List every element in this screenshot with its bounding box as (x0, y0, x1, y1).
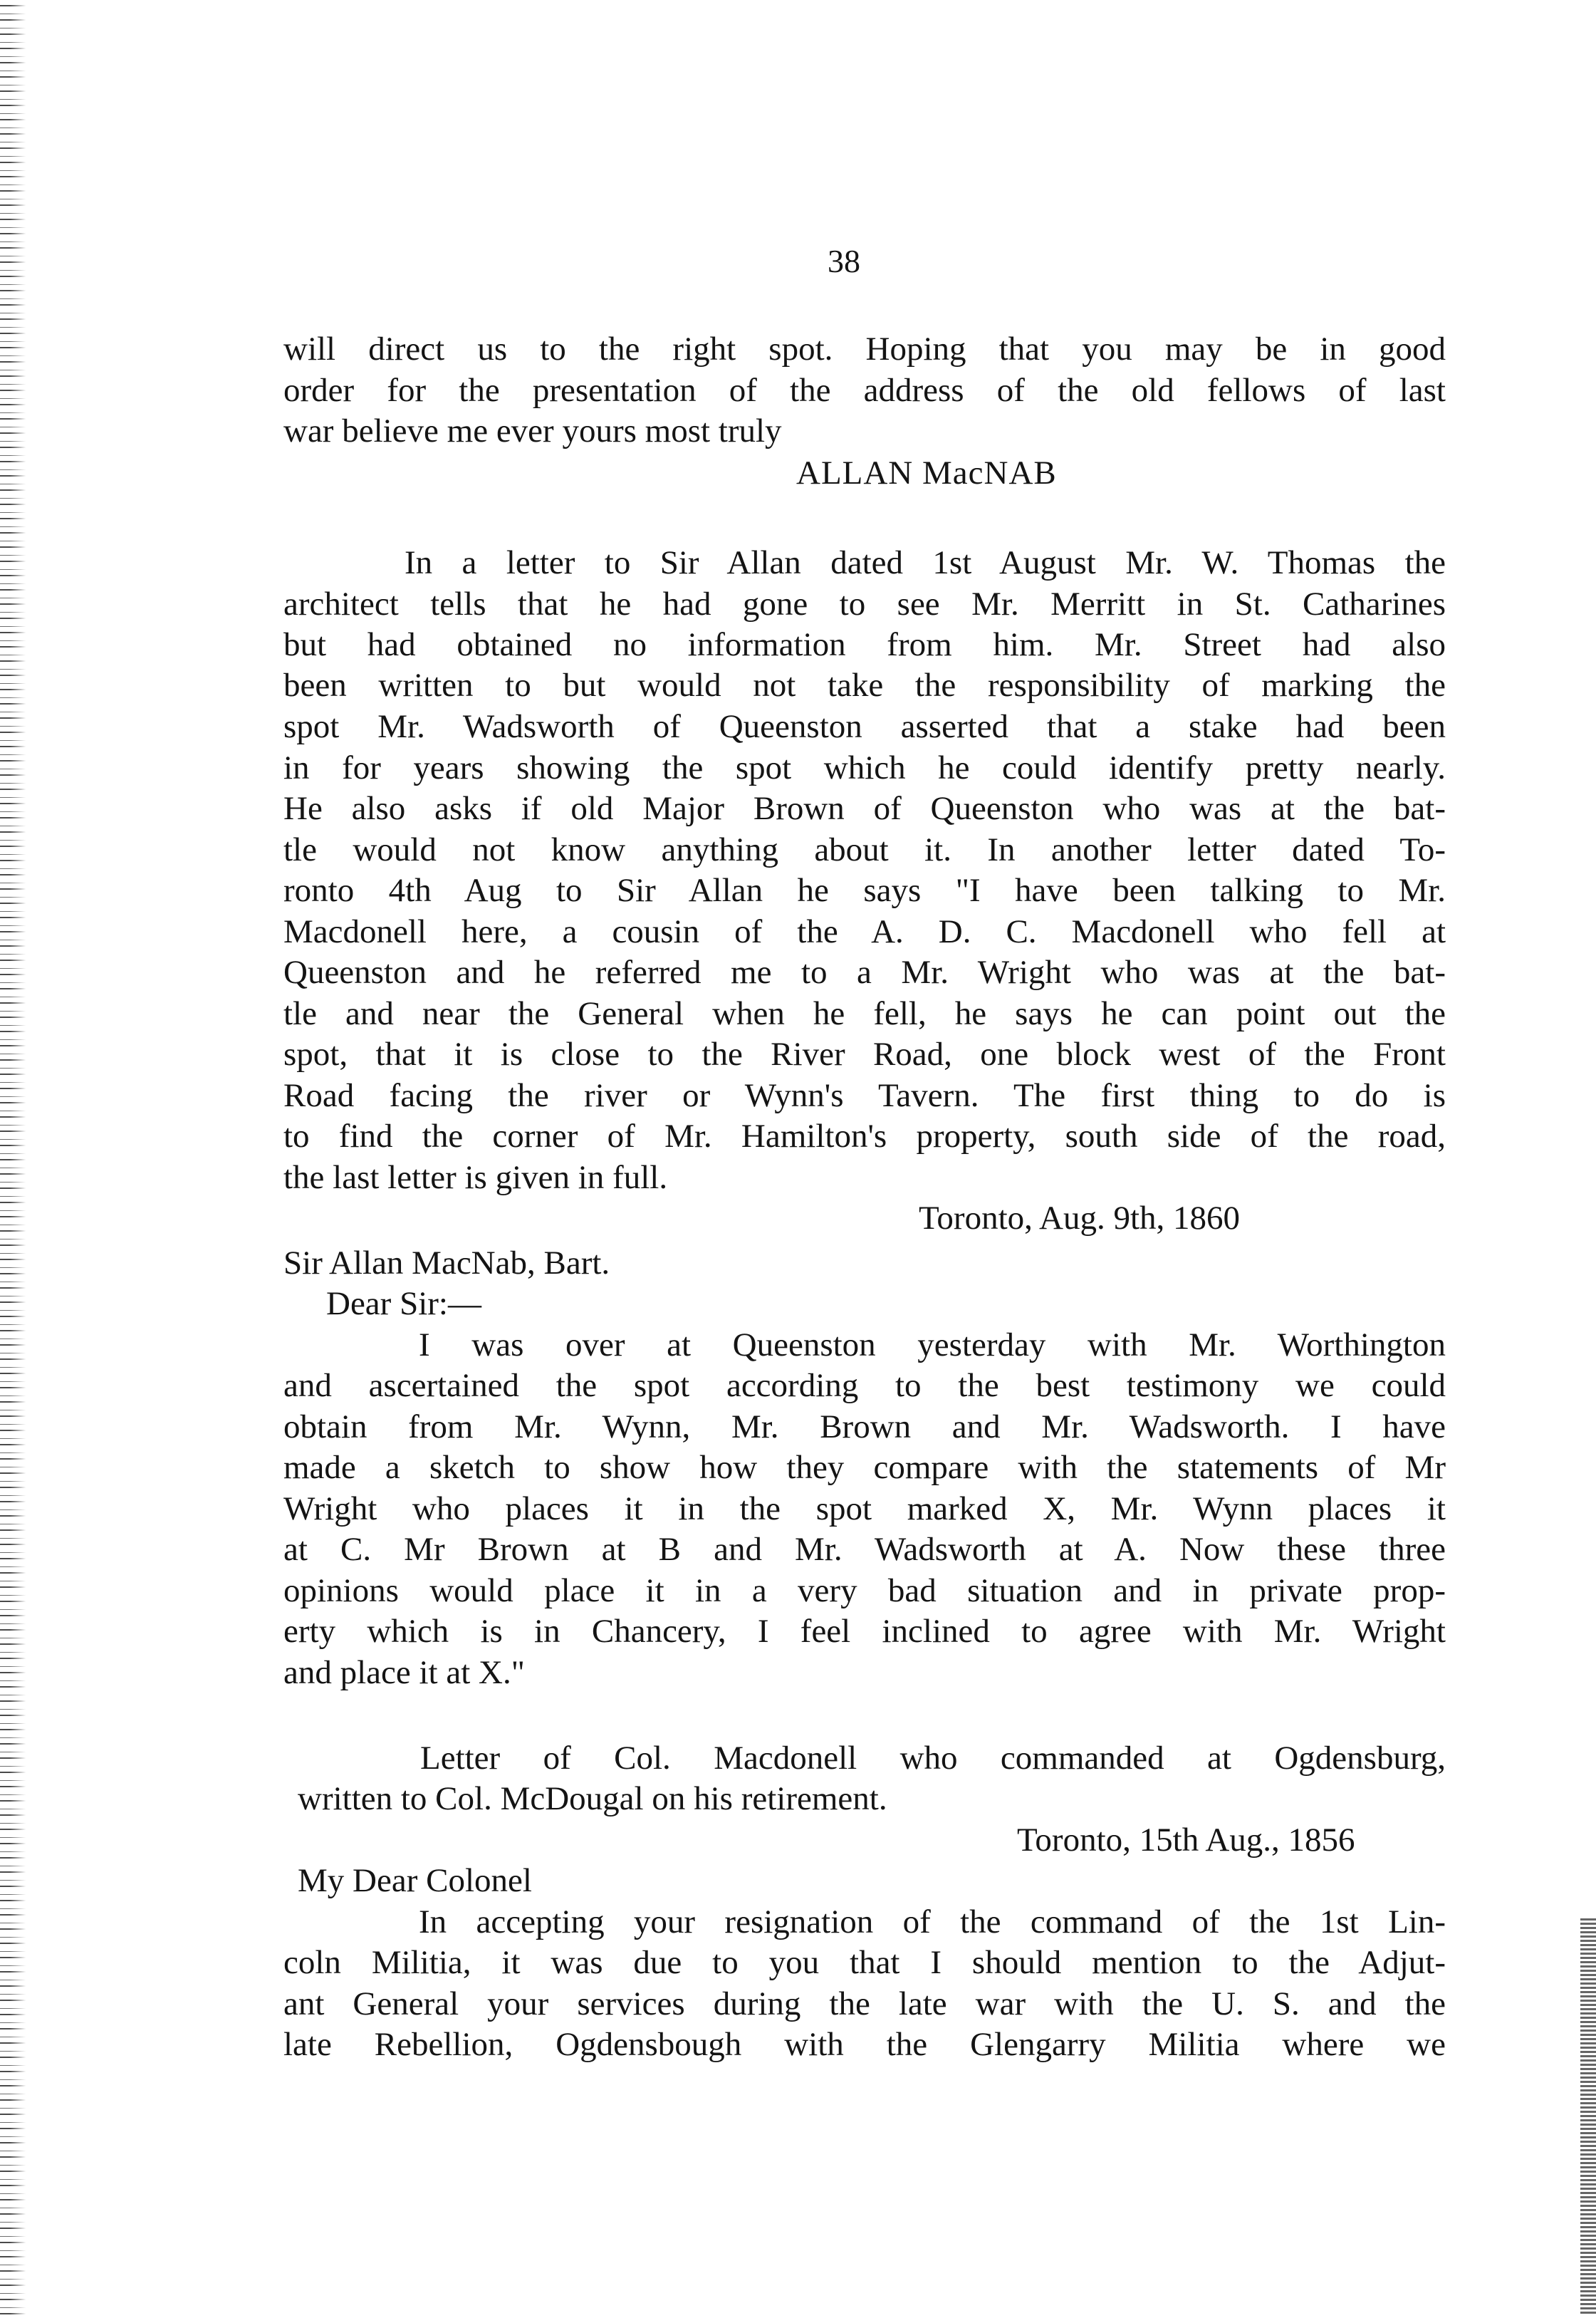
letter-salutation: My Dear Colonel (298, 1862, 532, 1899)
body-line: He also asks if old Major Brown of Queenston who was at the bat- (283, 790, 1446, 827)
body-line: been written to but would not take the responsibility of marking the (283, 667, 1446, 704)
body-line: tle would not know anything about it. In another letter dated To- (283, 831, 1446, 868)
scan-edge-left-fade (10, 0, 50, 2318)
letter-dateline: Toronto, Aug. 9th, 1860 (919, 1200, 1241, 1237)
body-line: will direct us to the right spot. Hoping that you may be in good (283, 331, 1446, 368)
body-line: order for the presentation of the address of the old fellows of last (283, 372, 1446, 409)
body-line: tle and near the General when he fell, he says he can point out the (283, 995, 1446, 1032)
body-line: made a sketch to show how they compare with the statements of Mr (283, 1449, 1446, 1486)
body-line: late Rebellion, Ogdensbough with the Glengarry Militia where we (283, 2026, 1446, 2063)
body-line: architect tells that he had gone to see Mr. Merritt in St. Catharines (283, 586, 1446, 623)
body-line: at C. Mr Brown at B and Mr. Wadsworth at A. Now these three (283, 1531, 1446, 1568)
body-line: spot, that it is close to the River Road, one block west of the Front (283, 1036, 1446, 1073)
body-line: and ascertained the spot according to the best testimony we could (283, 1367, 1446, 1404)
body-line: In accepting your resignation of the command of the 1st Lin- (419, 1903, 1446, 1940)
signature: ALLAN MacNAB (796, 454, 1057, 492)
body-line: to find the corner of Mr. Hamilton's property, south side of the road, (283, 1118, 1446, 1155)
body-line-last: war believe me ever yours most truly (283, 412, 782, 449)
body-line: In a letter to Sir Allan dated 1st August Mr. W. Thomas the (405, 544, 1446, 581)
body-line: spot Mr. Wadsworth of Queenston asserted that a stake had been (283, 708, 1446, 745)
letter-addressee: Sir Allan MacNab, Bart. (283, 1244, 610, 1282)
body-line-last: written to Col. McDougal on his retirement. (298, 1780, 887, 1817)
page-number: 38 (828, 243, 860, 279)
body-line: obtain from Mr. Wynn, Mr. Brown and Mr. Wadsworth. I have (283, 1408, 1446, 1445)
body-line: opinions would place it in a very bad situation and in private prop- (283, 1572, 1446, 1609)
body-line: coln Militia, it was due to you that I should mention to the Adjut- (283, 1944, 1446, 1981)
body-line: I was over at Queenston yesterday with Mr. Worthington (419, 1326, 1446, 1363)
letter-dateline: Toronto, 15th Aug., 1856 (1017, 1821, 1355, 1859)
body-line: Macdonell here, a cousin of the A. D. C. Macdonell who fell at (283, 913, 1446, 950)
body-line: ronto 4th Aug to Sir Allan he says "I have been talking to Mr. (283, 872, 1446, 909)
body-line-last: the last letter is given in full. (283, 1159, 668, 1196)
body-line: ant General your services during the late war with the U. S. and the (283, 1985, 1446, 2022)
body-line: Queenston and he referred me to a Mr. Wright who was at the bat- (283, 954, 1446, 991)
body-line: erty which is in Chancery, I feel inclined to agree with Mr. Wright (283, 1613, 1446, 1650)
body-line: Wright who places it in the spot marked X, Mr. Wynn places it (283, 1490, 1446, 1527)
body-line: in for years showing the spot which he could identify pretty nearly. (283, 749, 1446, 786)
body-line: but had obtained no information from him. Mr. Street had also (283, 626, 1446, 663)
scan-edge-right (1580, 1916, 1596, 2315)
letter-salutation: Dear Sir:— (326, 1285, 481, 1322)
body-line-last: and place it at X." (283, 1654, 525, 1691)
body-line: Road facing the river or Wynn's Tavern. The first thing to do is (283, 1077, 1446, 1114)
body-line: Letter of Col. Macdonell who commanded at Ogdensburg, (420, 1740, 1446, 1777)
